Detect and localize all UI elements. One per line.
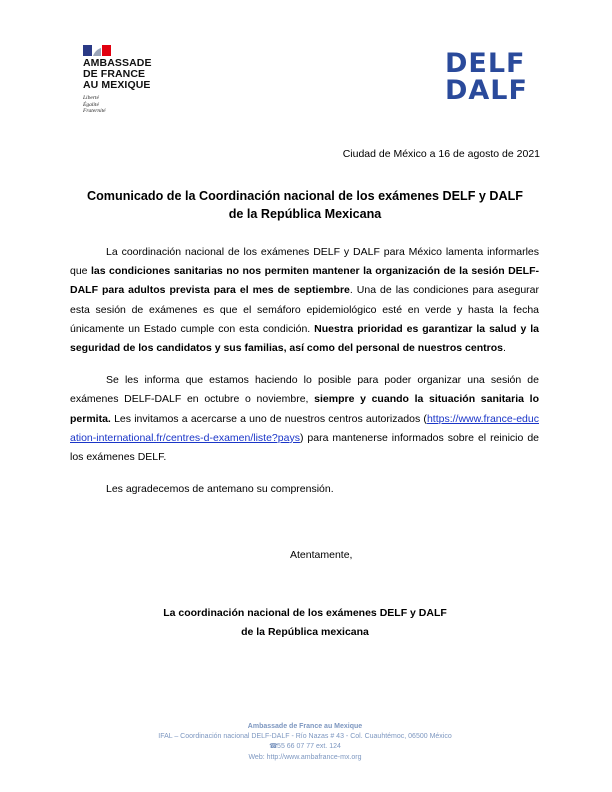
signature-line-1: La coordinación nacional de los exámenes DELF y DALF (163, 607, 447, 619)
paragraph-1 (70, 243, 539, 358)
exam-centers-link[interactable]: https://www.france-education-international.fr/centres-d-examen/liste?pays (70, 412, 539, 444)
footer-title: Ambassade de France au Mexique (247, 723, 363, 730)
embassy-name-line-1: AMBASSADE (83, 57, 152, 69)
signature-block (70, 604, 540, 642)
embassy-name-line-3: AU MEXIQUE (83, 79, 151, 91)
marianne-flag-icon (83, 45, 111, 56)
motto-egalite: Égalité (83, 101, 99, 108)
footer-web: Web: http://www.ambafrance-mx.org (248, 753, 362, 761)
letter-title (70, 187, 540, 223)
p1-bold-b: Nuestra prioridad es garantizar la salud y la seguridad de los candidatos y sus familias, así como del personal de nuestros centros (70, 322, 539, 355)
title-line-2: de la República Mexicana (228, 207, 382, 221)
closing-salutation: Atentamente, (290, 549, 353, 561)
republic-motto (83, 95, 173, 115)
letter-date: Ciudad de México a 16 de agosto de 2021 (342, 148, 540, 160)
motto-fraternite: Fraternité (83, 108, 106, 115)
dalf-logo-word: DALF (445, 75, 528, 106)
footer-phone-line (70, 742, 540, 752)
paragraph-2 (70, 371, 539, 467)
signature-line-2: de la República mexicana (241, 626, 369, 638)
delf-logo-word: DELF (445, 48, 526, 79)
p2-bold-a: siempre y cuando la situación sanitaria lo permita. (70, 393, 539, 425)
motto-liberte: Liberté (83, 95, 99, 101)
phone-icon: ☎ (269, 743, 278, 751)
p2-text-a: Se les informa que estamos haciendo lo posible para poder organizar una sesión de exámenes DELF-DALF en octubre o noviembre, (70, 374, 539, 406)
p2-text-b: Les invitamos a acercarse a uno de nuestros centros autorizados ( (110, 412, 427, 425)
delf-dalf-logo (445, 48, 528, 106)
p1-bold-a: las condiciones sanitarias no nos permiten mantener la organización de la sesión DELF-DALF para adultos prevista para el mes de septiembre (70, 265, 539, 297)
p1-text-a: La coordinación nacional de los exámenes DELF y DALF para México lamenta informarles que (70, 246, 539, 278)
letter-body (70, 243, 539, 512)
embassy-name-line-2: DE FRANCE (83, 68, 146, 80)
p1-text-b: . Una de las condiciones para asegurar esta sesión de exámenes es que el semáforo epidemiológico esté en verde y hasta la fecha únicamente un Estado cumple con esta condición. (70, 284, 539, 335)
title-line-1: Comunicado de la Coordinación nacional de los exámenes DELF y DALF (87, 189, 523, 203)
p2-text-c: ) para mantenerse informados sobre el reinicio de los exámenes DELF. (70, 431, 539, 464)
paragraph-3: Les agradecemos de antemano su comprensión. (106, 483, 334, 496)
footer-phone: 55 66 07 77 ext. 124 (277, 743, 341, 751)
footer-address: IFAL – Coordinación nacional DELF-DALF - Río Nazas # 43 - Col. Cuauhtémoc, 06500 México (158, 733, 452, 741)
embassy-logo (83, 45, 173, 115)
p1-text-c: . (502, 342, 506, 355)
page-footer (70, 722, 540, 763)
